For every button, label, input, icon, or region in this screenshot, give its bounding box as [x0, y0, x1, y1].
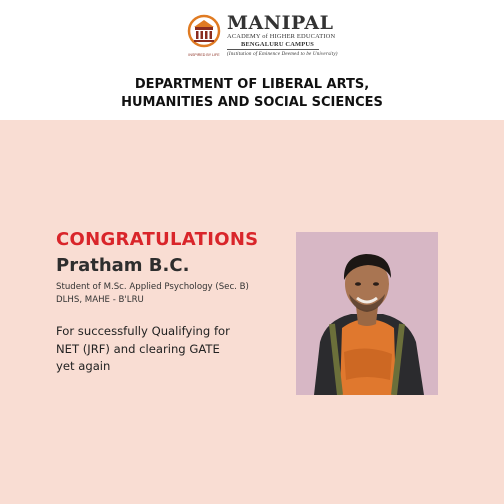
achievement-message	[56, 323, 230, 376]
department-title-line-2: HUMANITIES AND SOCIAL SCIENCES	[121, 95, 383, 110]
student-photo	[296, 232, 438, 395]
logo-campus-line: BENGALURU CAMPUS	[241, 40, 314, 48]
department-title-line-1: DEPARTMENT OF LIBERAL ARTS,	[134, 77, 370, 92]
logo-text	[227, 14, 338, 59]
svg-text:INSPIRED BY LIFE: INSPIRED BY LIFE	[188, 53, 220, 57]
logo-divider	[227, 49, 319, 50]
department-title	[0, 76, 504, 112]
student-department: DLHS, MAHE - B'LRU	[56, 295, 144, 305]
logo-name: MANIPAL	[227, 12, 334, 34]
achievement-line-1: For successfully Qualifying for	[56, 324, 230, 338]
achievement-line-3: yet again	[56, 359, 111, 373]
achievement-line-2: NET (JRF) and clearing GATE	[56, 341, 220, 356]
student-name: Pratham B.C.	[56, 255, 190, 276]
logo-academy-line: ACADEMY of HIGHER EDUCATION	[227, 33, 336, 40]
student-portrait-illustration	[296, 232, 438, 395]
congratulations-heading: CONGRATULATIONS	[56, 229, 259, 250]
header	[0, 0, 504, 120]
student-program: Student of M.Sc. Applied Psychology (Sec. B)	[56, 282, 249, 292]
logo-institution-line: (Institution of Eminence Deemed to be University)	[227, 52, 338, 57]
university-logo	[186, 12, 338, 62]
manipal-emblem-icon	[186, 14, 222, 60]
